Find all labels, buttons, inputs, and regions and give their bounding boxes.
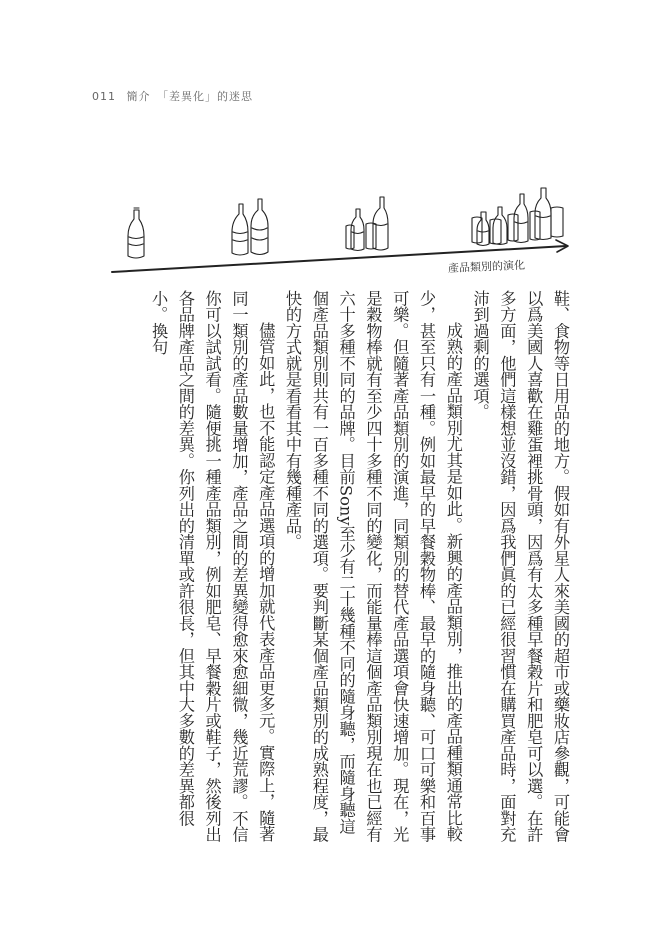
bottle-group-2 [232,199,268,255]
chapter-title: 簡介 「差異化」的迷思 [126,90,253,103]
paragraph: 鞋、食物等日用品的地方。假如有外星人來美國的超市或藥妝店參觀，可能會以爲美國人喜歡在雞蛋裡挑骨頭，因爲有太多種早餐穀片和肥皂可以選。在許多方面，他們這樣想並沒錯，因爲我們眞的已經很習慣在購買產品時，面對充沛到過剩的選項。 [470,290,570,843]
bottle-group-4 [472,188,563,246]
illustration-caption: 產品類別的演化 [447,258,526,275]
page-number: 011 [92,90,116,103]
bottle-group-1 [128,208,144,258]
paragraph: 成熟的產品類別尤其是如此。新興的產品類別，推出的產品種類通常比較少，甚至只有一種。例如最早的早餐穀物棒、最早的隨身聽、可口可樂和百事可樂。但隨著產品類別的演進，同類別的替代產品選項會快速增加。現在，光是穀物棒就有至少四十多種不同的變化，而能量棒這個產品類別現在也已經有六十多種不同的品牌。目前Sony至少有二十幾種不同的隨身聽，而隨身聽這個產品類別則共有一百多種不同的選項。要判斷某個產品類別的成熟程度，最快的方式就是看看其中有幾種產品。 [283,290,463,843]
paragraph: 儘管如此，也不能認定產品選項的增加就代表產品更多元。實際上，隨著同一類別的產品數量增加，產品之間的差異變得愈來愈細微，幾近荒謬。不信你可以試試看。隨便挑一種產品類別，例如肥皂、早餐穀片或鞋子，然後列出各品牌產品之間的差異。你列出的清單或許很長，但其中大多數的差異都很小。換句 [149,290,276,843]
bottle-group-3 [346,197,388,251]
body-text [95,290,573,850]
product-evolution-illustration [0,0,663,300]
